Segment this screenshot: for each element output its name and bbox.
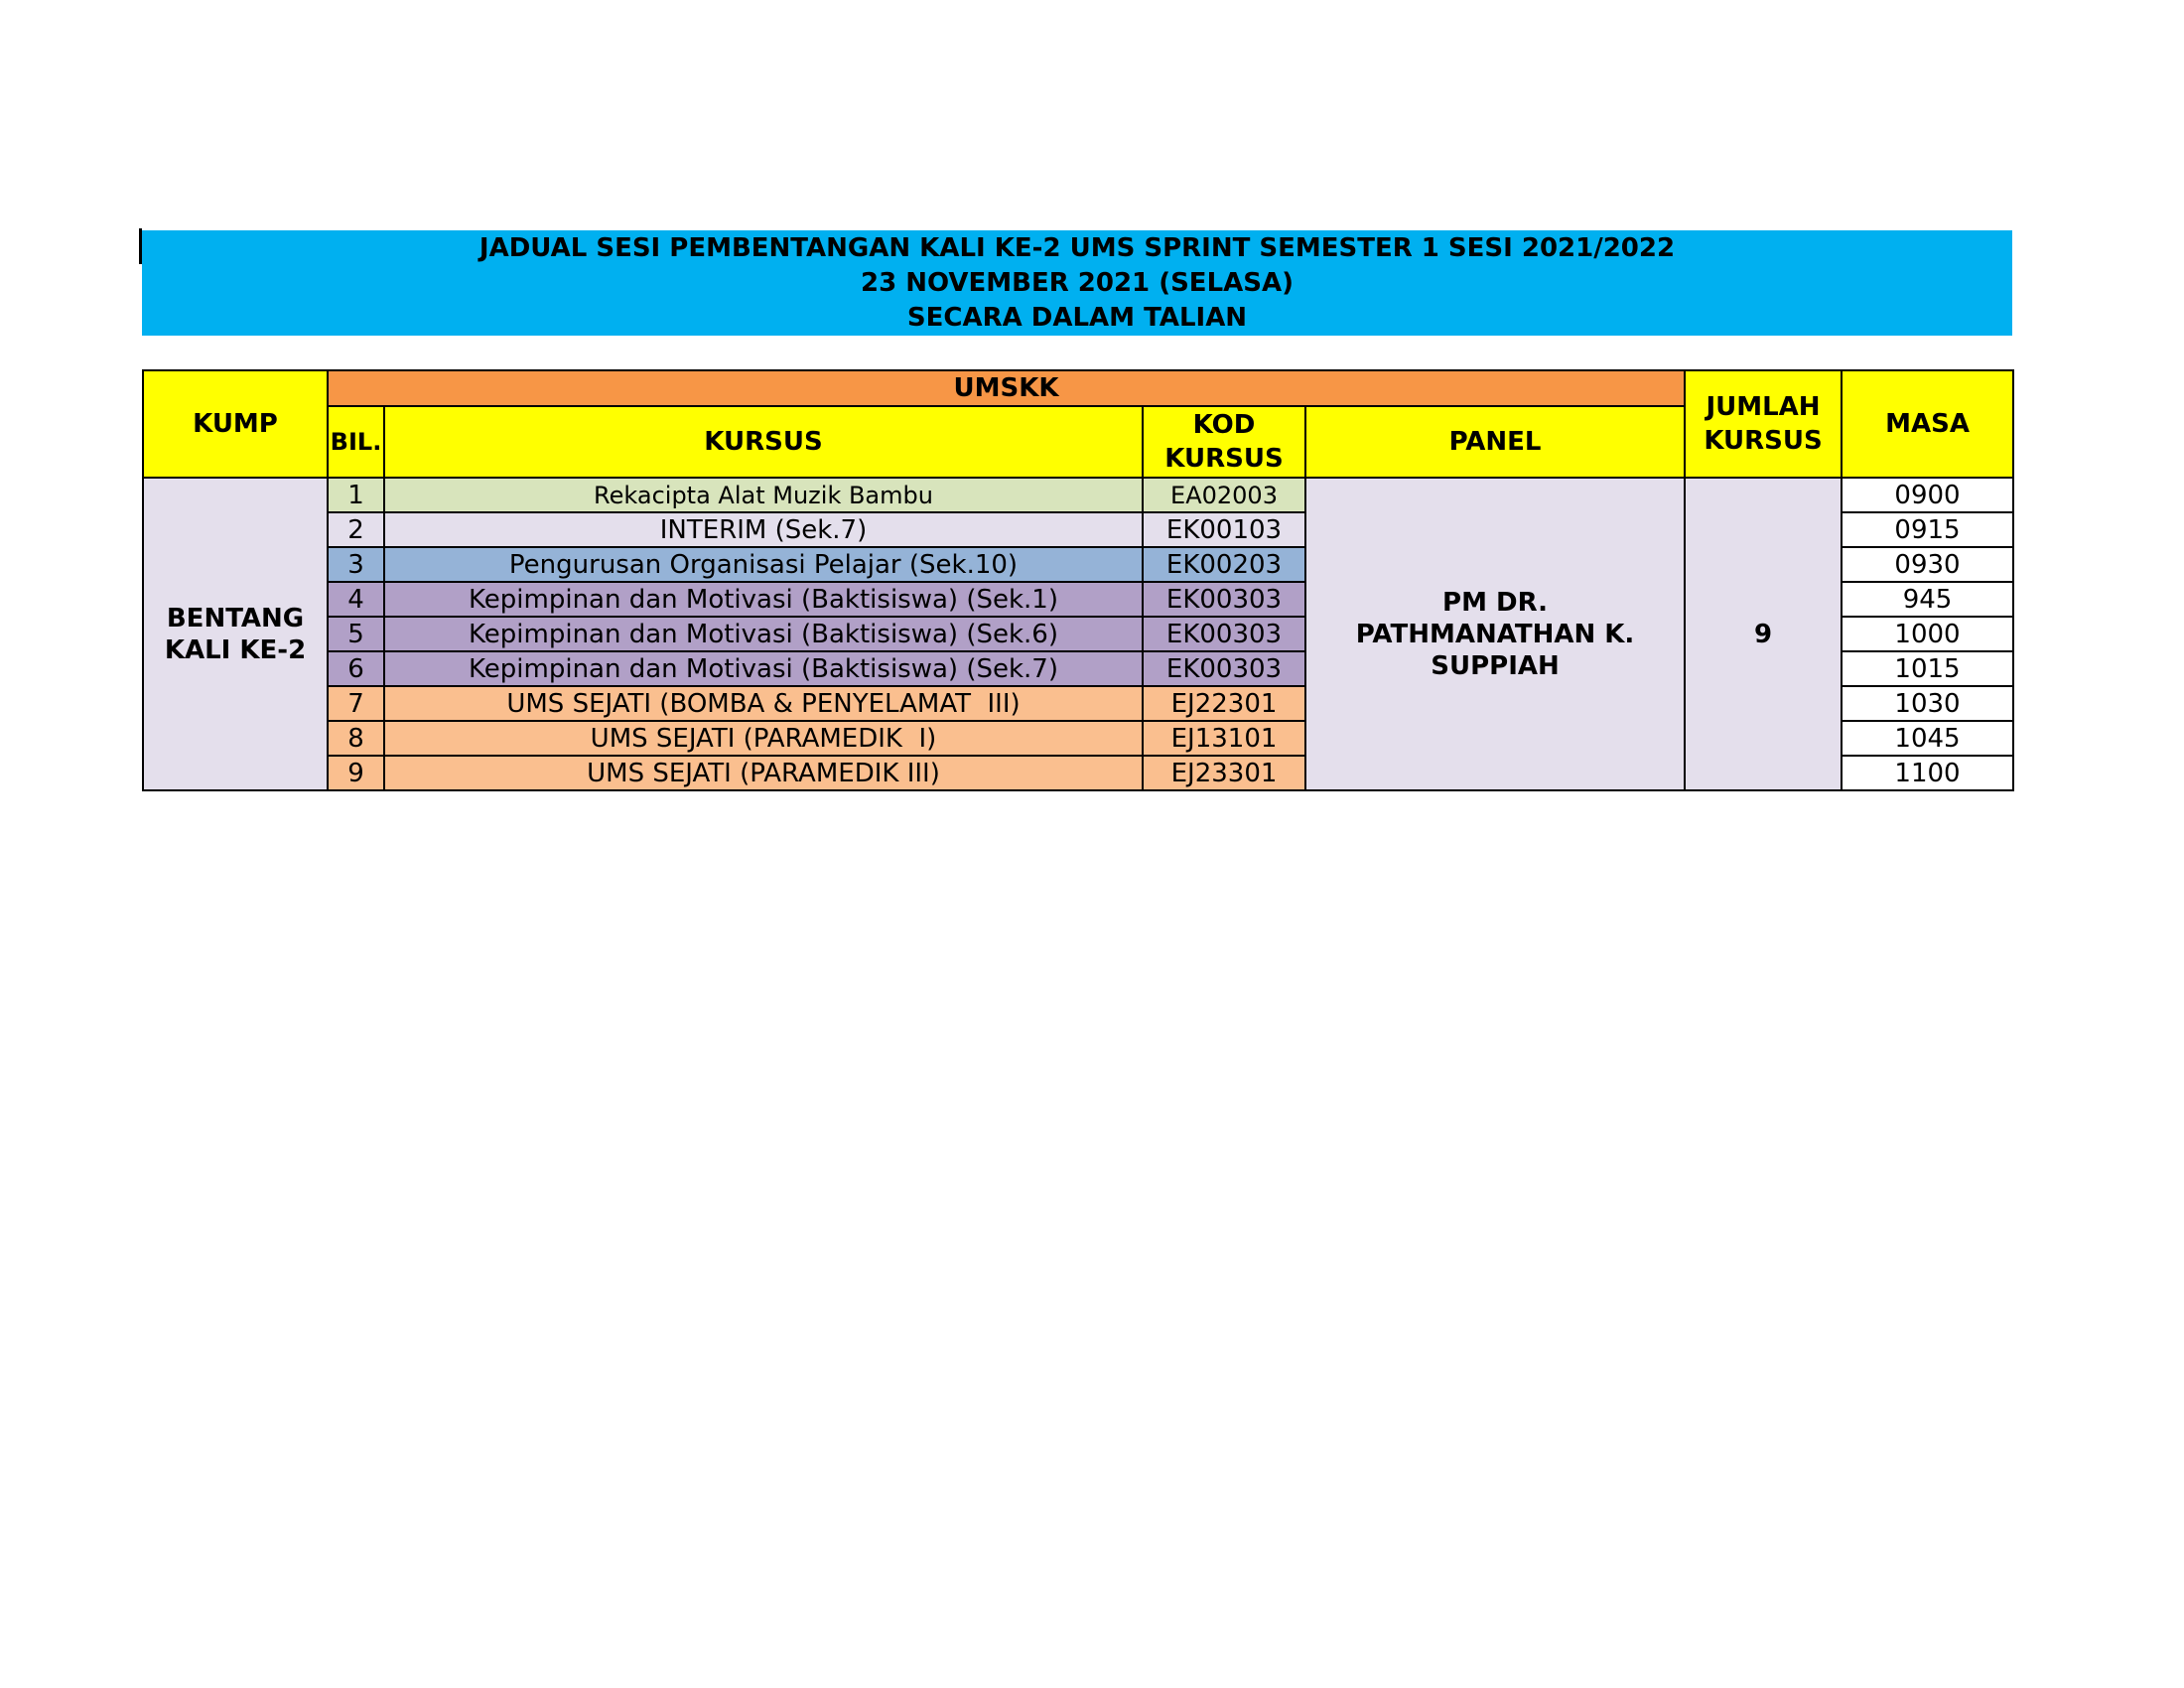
kump-cell: BENTANG KALI KE-2 bbox=[143, 478, 328, 790]
masa-cell: 1045 bbox=[1842, 721, 2013, 756]
header-jumlah-kursus: JUMLAH KURSUS bbox=[1685, 370, 1842, 478]
title-line-1: JADUAL SESI PEMBENTANGAN KALI KE-2 UMS SPRINT SEMESTER 1 SESI 2021/2022 bbox=[478, 232, 1676, 263]
bil-cell: 8 bbox=[328, 721, 384, 756]
kursus-cell: Rekacipta Alat Muzik Bambu bbox=[384, 478, 1143, 512]
header-bil: BIL. bbox=[328, 406, 384, 478]
kod-kursus-cell: EK00203 bbox=[1143, 547, 1305, 582]
bil-cell: 2 bbox=[328, 512, 384, 547]
kod-kursus-cell: EJ22301 bbox=[1143, 686, 1305, 721]
masa-cell: 1100 bbox=[1842, 756, 2013, 790]
kod-kursus-cell: EK00303 bbox=[1143, 617, 1305, 651]
masa-cell: 0915 bbox=[1842, 512, 2013, 547]
header-masa: MASA bbox=[1842, 370, 2013, 478]
kursus-cell: UMS SEJATI (BOMBA & PENYELAMAT III) bbox=[384, 686, 1143, 721]
header-group-umskk: UMSKK bbox=[328, 370, 1685, 406]
kod-kursus-cell: EJ13101 bbox=[1143, 721, 1305, 756]
header-panel: PANEL bbox=[1305, 406, 1685, 478]
bil-cell: 1 bbox=[328, 478, 384, 512]
header-kod-kursus: KOD KURSUS bbox=[1143, 406, 1305, 478]
schedule-table bbox=[142, 369, 2014, 791]
kursus-cell: Kepimpinan dan Motivasi (Baktisiswa) (Sek.7) bbox=[384, 651, 1143, 686]
bil-cell: 4 bbox=[328, 582, 384, 617]
table-row bbox=[143, 478, 2013, 512]
kod-kursus-cell: EJ23301 bbox=[1143, 756, 1305, 790]
header-kursus: KURSUS bbox=[384, 406, 1143, 478]
bil-cell: 3 bbox=[328, 547, 384, 582]
masa-cell: 0930 bbox=[1842, 547, 2013, 582]
jumlah-kursus-cell: 9 bbox=[1685, 478, 1842, 790]
kursus-cell: INTERIM (Sek.7) bbox=[384, 512, 1143, 547]
kursus-cell: Kepimpinan dan Motivasi (Baktisiswa) (Sek.6) bbox=[384, 617, 1143, 651]
masa-cell: 0900 bbox=[1842, 478, 2013, 512]
kursus-cell: UMS SEJATI (PARAMEDIK III) bbox=[384, 756, 1143, 790]
kursus-cell: UMS SEJATI (PARAMEDIK I) bbox=[384, 721, 1143, 756]
bil-cell: 7 bbox=[328, 686, 384, 721]
kod-kursus-cell: EA02003 bbox=[1143, 478, 1305, 512]
panel-cell: PM DR. PATHMANATHAN K. SUPPIAH bbox=[1305, 478, 1685, 790]
bil-cell: 5 bbox=[328, 617, 384, 651]
kursus-cell: Kepimpinan dan Motivasi (Baktisiswa) (Sek.1) bbox=[384, 582, 1143, 617]
kod-kursus-cell: EK00103 bbox=[1143, 512, 1305, 547]
schedule-rows bbox=[143, 478, 2013, 790]
bil-cell: 6 bbox=[328, 651, 384, 686]
bil-cell: 9 bbox=[328, 756, 384, 790]
masa-cell: 1030 bbox=[1842, 686, 2013, 721]
masa-cell: 1000 bbox=[1842, 617, 2013, 651]
masa-cell: 945 bbox=[1842, 582, 2013, 617]
header-kump: KUMP bbox=[143, 370, 328, 478]
title-line-2: 23 NOVEMBER 2021 (SELASA) bbox=[860, 267, 1294, 298]
kod-kursus-cell: EK00303 bbox=[1143, 651, 1305, 686]
kursus-cell: Pengurusan Organisasi Pelajar (Sek.10) bbox=[384, 547, 1143, 582]
title-line-3: SECARA DALAM TALIAN bbox=[906, 302, 1248, 333]
masa-cell: 1015 bbox=[1842, 651, 2013, 686]
title-banner bbox=[142, 230, 2012, 336]
kod-kursus-cell: EK00303 bbox=[1143, 582, 1305, 617]
